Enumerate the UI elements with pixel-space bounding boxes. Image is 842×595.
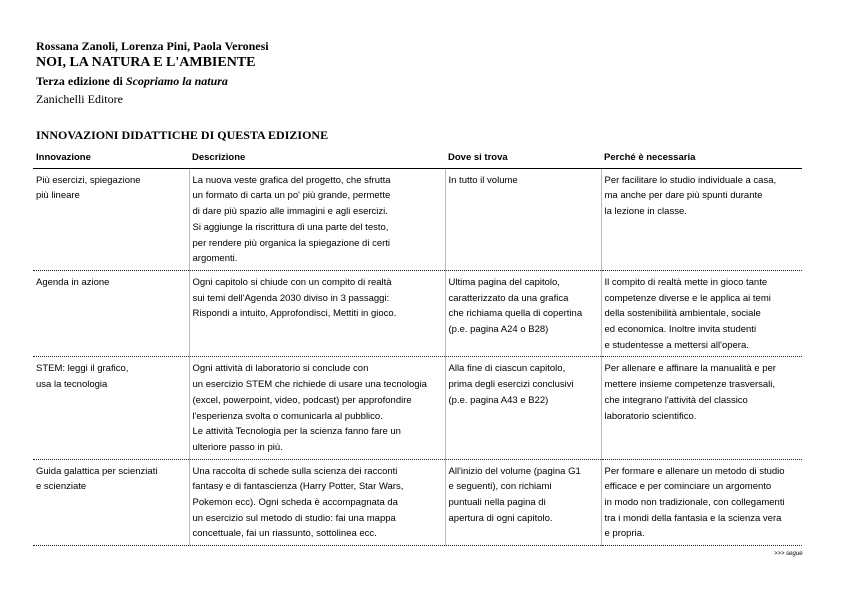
cell-text-line: prima degli esercizi conclusivi <box>448 379 574 391</box>
cell-text-line: che integrano l'attività del classico <box>604 394 748 406</box>
cell-text-line: Ogni attività di laboratorio si conclude con <box>192 363 369 375</box>
cell-descrizione <box>189 357 445 459</box>
table-row <box>33 270 802 357</box>
cell-text-line: ulteriore passo in più. <box>192 441 283 453</box>
cell-perche <box>601 168 802 270</box>
cell-text-line: fantasy e di fantascienza (Harry Potter, Star Wars, <box>192 481 404 493</box>
cell-text-line: un esercizio STEM che richiede di usare una tecnologia <box>192 379 427 391</box>
cell-perche <box>601 459 802 546</box>
cell-perche <box>601 270 802 357</box>
cell-text-line: e scienziate <box>36 481 87 493</box>
cell-text-line: Agenda in azione <box>36 276 110 288</box>
cell-text-line: efficace e per cominciare un argomento <box>604 481 772 493</box>
cell-text-line: la lezione in classe. <box>604 206 687 218</box>
cell-text-line: in modo non tradizionale, con collegamenti <box>604 497 785 509</box>
cell-text-line: l'esperienza svolta o comunicarla al pubblico. <box>192 410 383 422</box>
cell-text-line: mettere insieme competenze trasversali, <box>604 379 776 391</box>
cell-text-line: Le attività Tecnologia per la scienza fanno fare un <box>192 426 401 438</box>
cell-text-line: più lineare <box>36 190 80 202</box>
column-header-perche: Perché è necessaria <box>601 147 802 168</box>
section-title: INNOVAZIONI DIDATTICHE DI QUESTA EDIZIONE <box>36 128 329 142</box>
cell-text-line: competenze diverse e le applica ai temi <box>604 292 771 304</box>
cell-text-line: STEM: leggi il grafico, <box>36 363 129 375</box>
cell-text-line: apertura di ogni capitolo. <box>448 512 553 524</box>
cell-text-line: In tutto il volume <box>448 174 518 186</box>
cell-descrizione <box>189 270 445 357</box>
table-row <box>33 357 802 459</box>
cell-text-line: La nuova veste grafica del progetto, che sfrutta <box>192 174 391 186</box>
edition-line <box>36 72 269 90</box>
cell-text-line: Si aggiunge la riscrittura di una parte del testo, <box>192 221 389 233</box>
cell-dove-si-trova <box>445 357 601 459</box>
publisher: Zanichelli Editore <box>36 92 123 106</box>
cell-text-line: puntuali nella pagina di <box>448 497 546 509</box>
edition-book-title: Scopriamo la natura <box>125 74 228 88</box>
cell-text-line: Alla fine di ciascun capitolo, <box>448 363 566 375</box>
cell-text-line: Per allenare e affinare la manualità e per <box>604 363 776 375</box>
cell-text-line: Per formare e allenare un metodo di studio <box>604 465 785 477</box>
cell-text-line: un esercizio sul metodo di studio: fai una mappa <box>192 512 396 524</box>
cell-descrizione <box>189 168 445 270</box>
cell-descrizione <box>189 459 445 546</box>
table-row <box>33 168 802 270</box>
cell-text-line: Ultima pagina del capitolo, <box>448 276 560 288</box>
column-header-innovazione: Innovazione <box>33 147 189 168</box>
cell-text-line: Per facilitare lo studio individuale a casa, <box>604 174 777 186</box>
table-body <box>33 168 802 545</box>
cell-perche <box>601 357 802 459</box>
document-header <box>36 38 269 108</box>
cell-text-line: per rendere più organica la spiegazione di certi <box>192 237 391 249</box>
cell-text-line: Una raccolta di schede sulla scienza dei racconti <box>192 465 398 477</box>
cell-text-line: Ogni capitolo si chiude con un compito di realtà <box>192 276 392 288</box>
cell-text-line: Più esercizi, spiegazione <box>36 174 141 186</box>
table-row <box>33 459 802 546</box>
cell-text-line: sui temi dell'Agenda 2030 diviso in 3 passaggi: <box>192 292 390 304</box>
cell-text-line: e studentesse a mettersi all'opera. <box>604 339 749 351</box>
cell-dove-si-trova <box>445 168 601 270</box>
cell-text-line: concettuale, fai un riassunto, sottolinea ecc. <box>192 528 377 540</box>
cell-text-line: laboratorio scientifico. <box>604 410 697 422</box>
cell-text-line: e seguenti), con richiami <box>448 481 552 493</box>
cell-innovazione <box>33 168 189 270</box>
cell-text-line: caratterizzato da una grafica <box>448 292 569 304</box>
cell-text-line: Il compito di realtà mette in gioco tante <box>604 276 768 288</box>
cell-text-line: argomenti. <box>192 253 238 265</box>
cell-dove-si-trova <box>445 270 601 357</box>
cell-text-line: Pokemon ecc). Ogni scheda è accompagnata da <box>192 497 398 509</box>
continues-note: >>> segue <box>774 551 803 557</box>
cell-text-line: un formato di carta un po' più grande, permette <box>192 190 391 202</box>
cell-text-line: usa la tecnologia <box>36 379 108 391</box>
column-header-dove-si-trova: Dove si trova <box>445 147 601 168</box>
cell-text-line: tra i mondi della fantasia e la scienza vera <box>604 512 782 524</box>
cell-text-line: (excel, powerpoint, video, podcast) per approfondire <box>192 394 412 406</box>
column-header-descrizione: Descrizione <box>189 147 445 168</box>
cell-text-line: ma anche per dare più spunti durante <box>604 190 763 202</box>
cell-text-line: (p.e. pagina A24 o B28) <box>448 324 549 336</box>
cell-text-line: e propria. <box>604 528 645 540</box>
cell-innovazione <box>33 357 189 459</box>
innovations-table <box>33 147 802 546</box>
cell-text-line: di dare più spazio alle immagini e agli esercizi. <box>192 206 388 218</box>
cell-text-line: che richiama quella di copertina <box>448 308 583 320</box>
book-title: NOI, LA NATURA E L'AMBIENTE <box>36 55 256 70</box>
cell-text-line: Guida galattica per scienziati <box>36 465 158 477</box>
cell-innovazione <box>33 459 189 546</box>
table-header-row <box>33 147 802 168</box>
cell-dove-si-trova <box>445 459 601 546</box>
cell-text-line: All'inizio del volume (pagina G1 <box>448 465 581 477</box>
cell-text-line: della sostenibilità ambientale, sociale <box>604 308 761 320</box>
edition-prefix: Terza edizione di <box>36 74 126 88</box>
cell-text-line: Rispondi a intuito, Approfondisci, Mettiti in gioco. <box>192 308 397 320</box>
cell-innovazione <box>33 270 189 357</box>
cell-text-line: (p.e. pagina A43 e B22) <box>448 394 549 406</box>
cell-text-line: ed economica. Inoltre invita studenti <box>604 324 757 336</box>
authors: Rossana Zanoli, Lorenza Pini, Paola Veronesi <box>36 39 269 53</box>
